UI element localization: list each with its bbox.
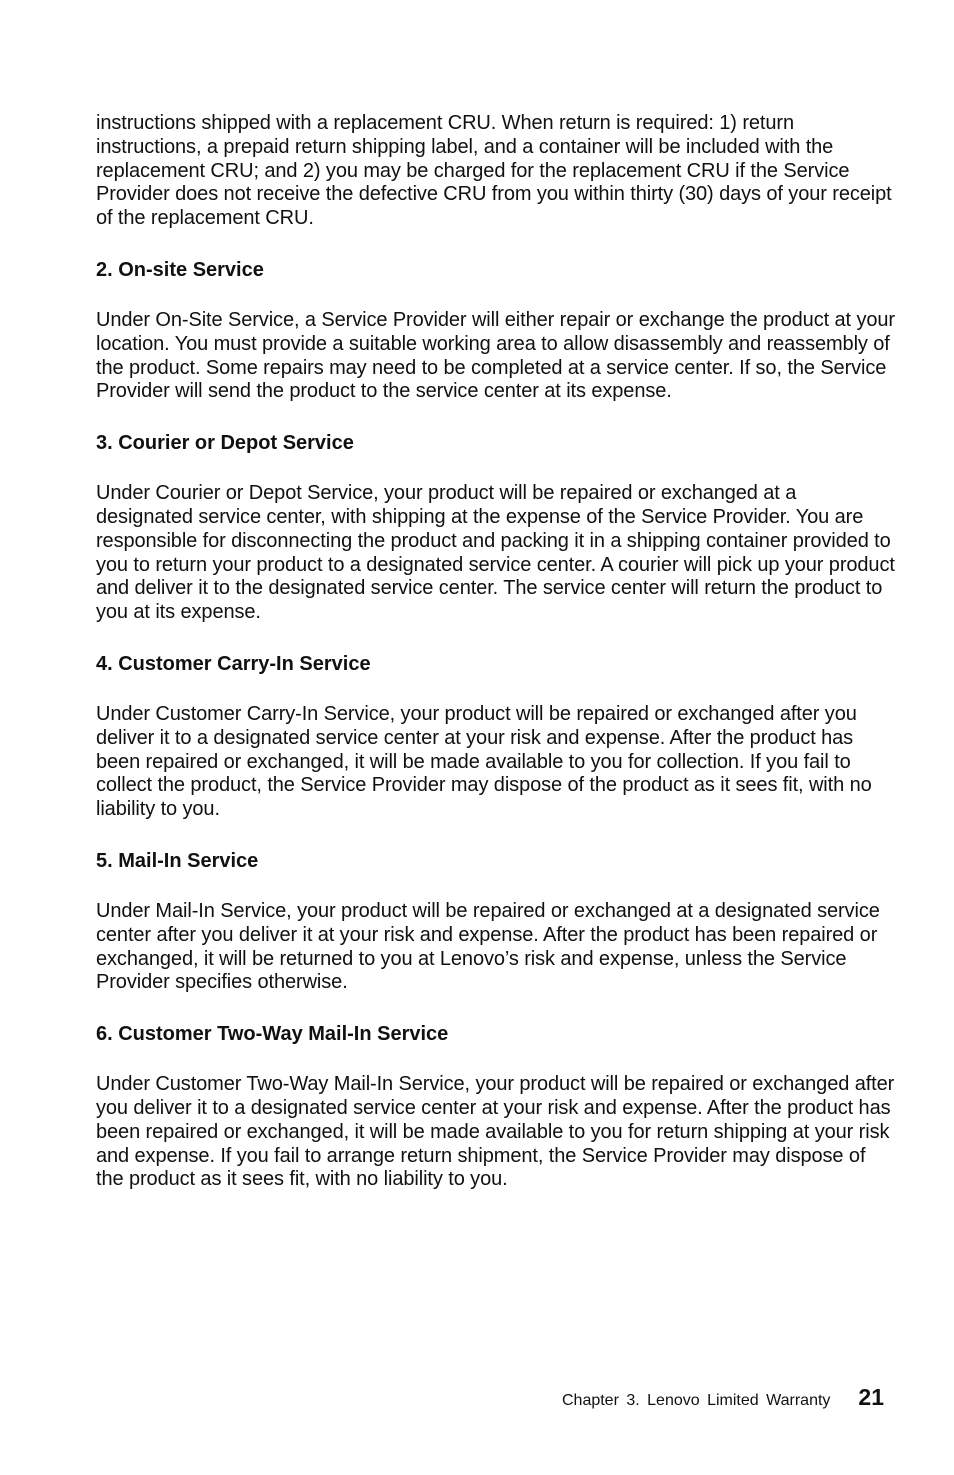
section-heading-carry-in: 4. Customer Carry-In Service bbox=[96, 652, 371, 675]
page-number: 21 bbox=[858, 1384, 884, 1410]
section-heading-two-way-mail-in: 6. Customer Two-Way Mail-In Service bbox=[96, 1023, 449, 1046]
section-body-two-way-mail-in: Under Customer Two-Way Mail-In Service, your product will be repaired or exchanged after you deliver it to a designated service center at your risk and expense. After the product has been repaired or exchanged, it will be made available to you for return shipping at your risk and expense. If you fail to arrange return shipment, the Service Provider may dispose of the product as it sees fit, with no liability to you. bbox=[96, 1073, 895, 1191]
section-body-carry-in: Under Customer Carry-In Service, your product will be repaired or exchanged after you deliver it to a designated service center at your risk and expense. After the product has been repaired or exchanged, it will be made available to you for collection. If you fail to collect the product, the Service Provider may dispose of the product as it sees fit, with no liability to you. bbox=[96, 702, 872, 821]
intro-paragraph: instructions shipped with a replacement CRU. When return is required: 1) return instructions, a prepaid return shipping label, and a container will be included with the replacement CRU; and 2) you may be charged for the replacement CRU if the Service Provider does not receive the defective CRU from you within thirty (30) days of your receipt of the replacement CRU. bbox=[96, 112, 892, 230]
footer-chapter-title: Chapter 3. Lenovo Limited Warranty bbox=[561, 1392, 831, 1409]
section-body-on-site: Under On-Site Service, a Service Provider will either repair or exchange the product at your location. You must provide a suitable working area to allow disassembly and reassembly of the product. Some repairs may need to be completed at a service center. If so, the Service Provider will send the product to the service center at its expense. bbox=[96, 308, 895, 403]
page-footer bbox=[562, 1384, 884, 1411]
page-content bbox=[96, 112, 896, 1192]
section-heading-courier-depot: 3. Courier or Depot Service bbox=[96, 432, 354, 455]
section-heading-mail-in: 5. Mail-In Service bbox=[96, 849, 259, 872]
section-body-courier-depot: Under Courier or Depot Service, your product will be repaired or exchanged at a designated service center, with shipping at the expense of the Service Provider. You are responsible for disconnecting the product and packing it in a shipping container provided to you to return your product to a designated service center. A courier will pick up your product and deliver it to the designated service center. The service center will return the product to you at its expense. bbox=[96, 482, 895, 624]
section-heading-on-site: 2. On-site Service bbox=[96, 258, 264, 281]
section-body-mail-in: Under Mail-In Service, your product will be repaired or exchanged at a designated service center after you deliver it at your risk and expense. After the product has been repaired or exchanged, it will be returned to you at Lenovo’s risk and expense, unless the Service Provider specifies otherwise. bbox=[96, 899, 880, 994]
